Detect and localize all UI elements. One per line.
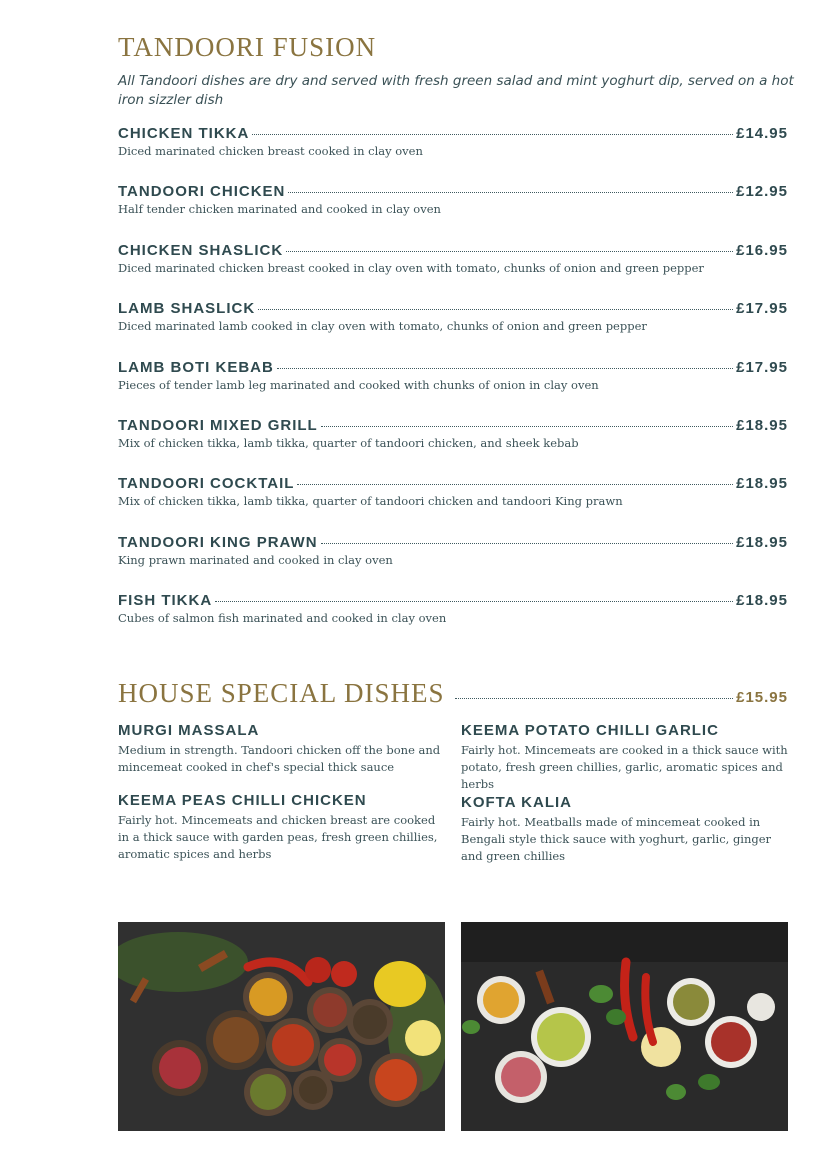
item-name: CHICKEN TIKKA [118,125,250,142]
dot-leader [215,600,733,602]
dot-leader [455,697,734,699]
item-name: TANDOORI MIXED GRILL [118,417,318,434]
dish-name: KEEMA POTATO CHILLI GARLIC [461,722,719,739]
item-description: Pieces of tender lamb leg marinated and cooked with chunks of onion in clay oven [118,378,599,392]
item-description: Half tender chicken marinated and cooked in clay oven [118,202,441,216]
item-description: Mix of chicken tikka, lamb tikka, quarter of tandoori chicken and tandoori King prawn [118,494,623,508]
special-dish [118,792,448,863]
item-name: TANDOORI KING PRAWN [118,534,318,551]
menu-item [118,183,788,216]
spices-image [461,922,788,1131]
spices-photo-left [118,922,445,1131]
item-price: £17.95 [736,300,788,317]
dish-description: Fairly hot. Mincemeats and chicken breast are cooked in a thick sauce with garden peas, fresh green chillies, aromatic spices and herbs [118,813,438,861]
dish-description: Fairly hot. Meatballs made of mincemeat cooked in Bengali style thick sauce with yoghurt, garlic, ginger and green chillies [461,815,772,863]
spices-photo-right [461,922,788,1131]
menu-item [118,242,788,275]
dish-name: MURGI MASSALA [118,722,260,739]
dot-leader [252,133,733,135]
dot-leader [288,191,733,193]
item-description: Diced marinated chicken breast cooked in clay oven with tomato, chunks of onion and green pepper [118,261,704,275]
dish-name: KOFTA KALIA [461,794,572,811]
dot-leader [297,483,733,485]
dot-leader [286,250,733,252]
item-description: King prawn marinated and cooked in clay oven [118,553,393,567]
item-name: TANDOORI COCKTAIL [118,475,295,492]
section-title-tandoori: TANDOORI FUSION [118,32,377,62]
menu-item [118,592,788,625]
dot-leader [321,542,734,544]
menu-item [118,359,788,392]
house-special-header [118,678,788,709]
special-dish [118,722,448,776]
menu-item [118,475,788,508]
item-price: £14.95 [736,125,788,142]
dot-leader [277,367,733,369]
item-price: £18.95 [736,592,788,609]
dish-name: KEEMA PEAS CHILLI CHICKEN [118,792,367,809]
item-name: FISH TIKKA [118,592,213,609]
menu-item [118,417,788,450]
dish-description: Medium in strength. Tandoori chicken off the bone and mincemeat cooked in chef's special thick sauce [118,743,441,774]
item-name: LAMB BOTI KEBAB [118,359,274,376]
spices-image [118,922,445,1131]
section-title-house-special: HOUSE SPECIAL DISHES [118,678,445,708]
menu-item [118,125,788,158]
special-dish [461,722,791,793]
item-price: £18.95 [736,417,788,434]
house-special-price: £15.95 [736,689,788,706]
item-price: £18.95 [736,475,788,492]
item-price: £17.95 [736,359,788,376]
item-description: Mix of chicken tikka, lamb tikka, quarter of tandoori chicken, and sheek kebab [118,436,579,450]
menu-item [118,534,788,567]
item-description: Cubes of salmon fish marinated and cooked in clay oven [118,611,447,625]
item-price: £12.95 [736,183,788,200]
dot-leader [258,308,733,310]
item-name: TANDOORI CHICKEN [118,183,286,200]
dish-description: Fairly hot. Mincemeats are cooked in a thick sauce with potato, fresh green chillies, garlic, aromatic spices and herbs [461,743,788,791]
item-description: Diced marinated chicken breast cooked in clay oven [118,144,423,158]
special-dish [461,794,791,865]
item-price: £18.95 [736,534,788,551]
dot-leader [321,425,733,427]
menu-item [118,300,788,333]
section-subtitle: All Tandoori dishes are dry and served with fresh green salad and mint yoghurt dip, served on a hot iron sizzler dish [118,73,794,108]
item-name: CHICKEN SHASLICK [118,242,284,259]
item-name: LAMB SHASLICK [118,300,256,317]
item-price: £16.95 [736,242,788,259]
item-description: Diced marinated lamb cooked in clay oven with tomato, chunks of onion and green pepper [118,319,647,333]
